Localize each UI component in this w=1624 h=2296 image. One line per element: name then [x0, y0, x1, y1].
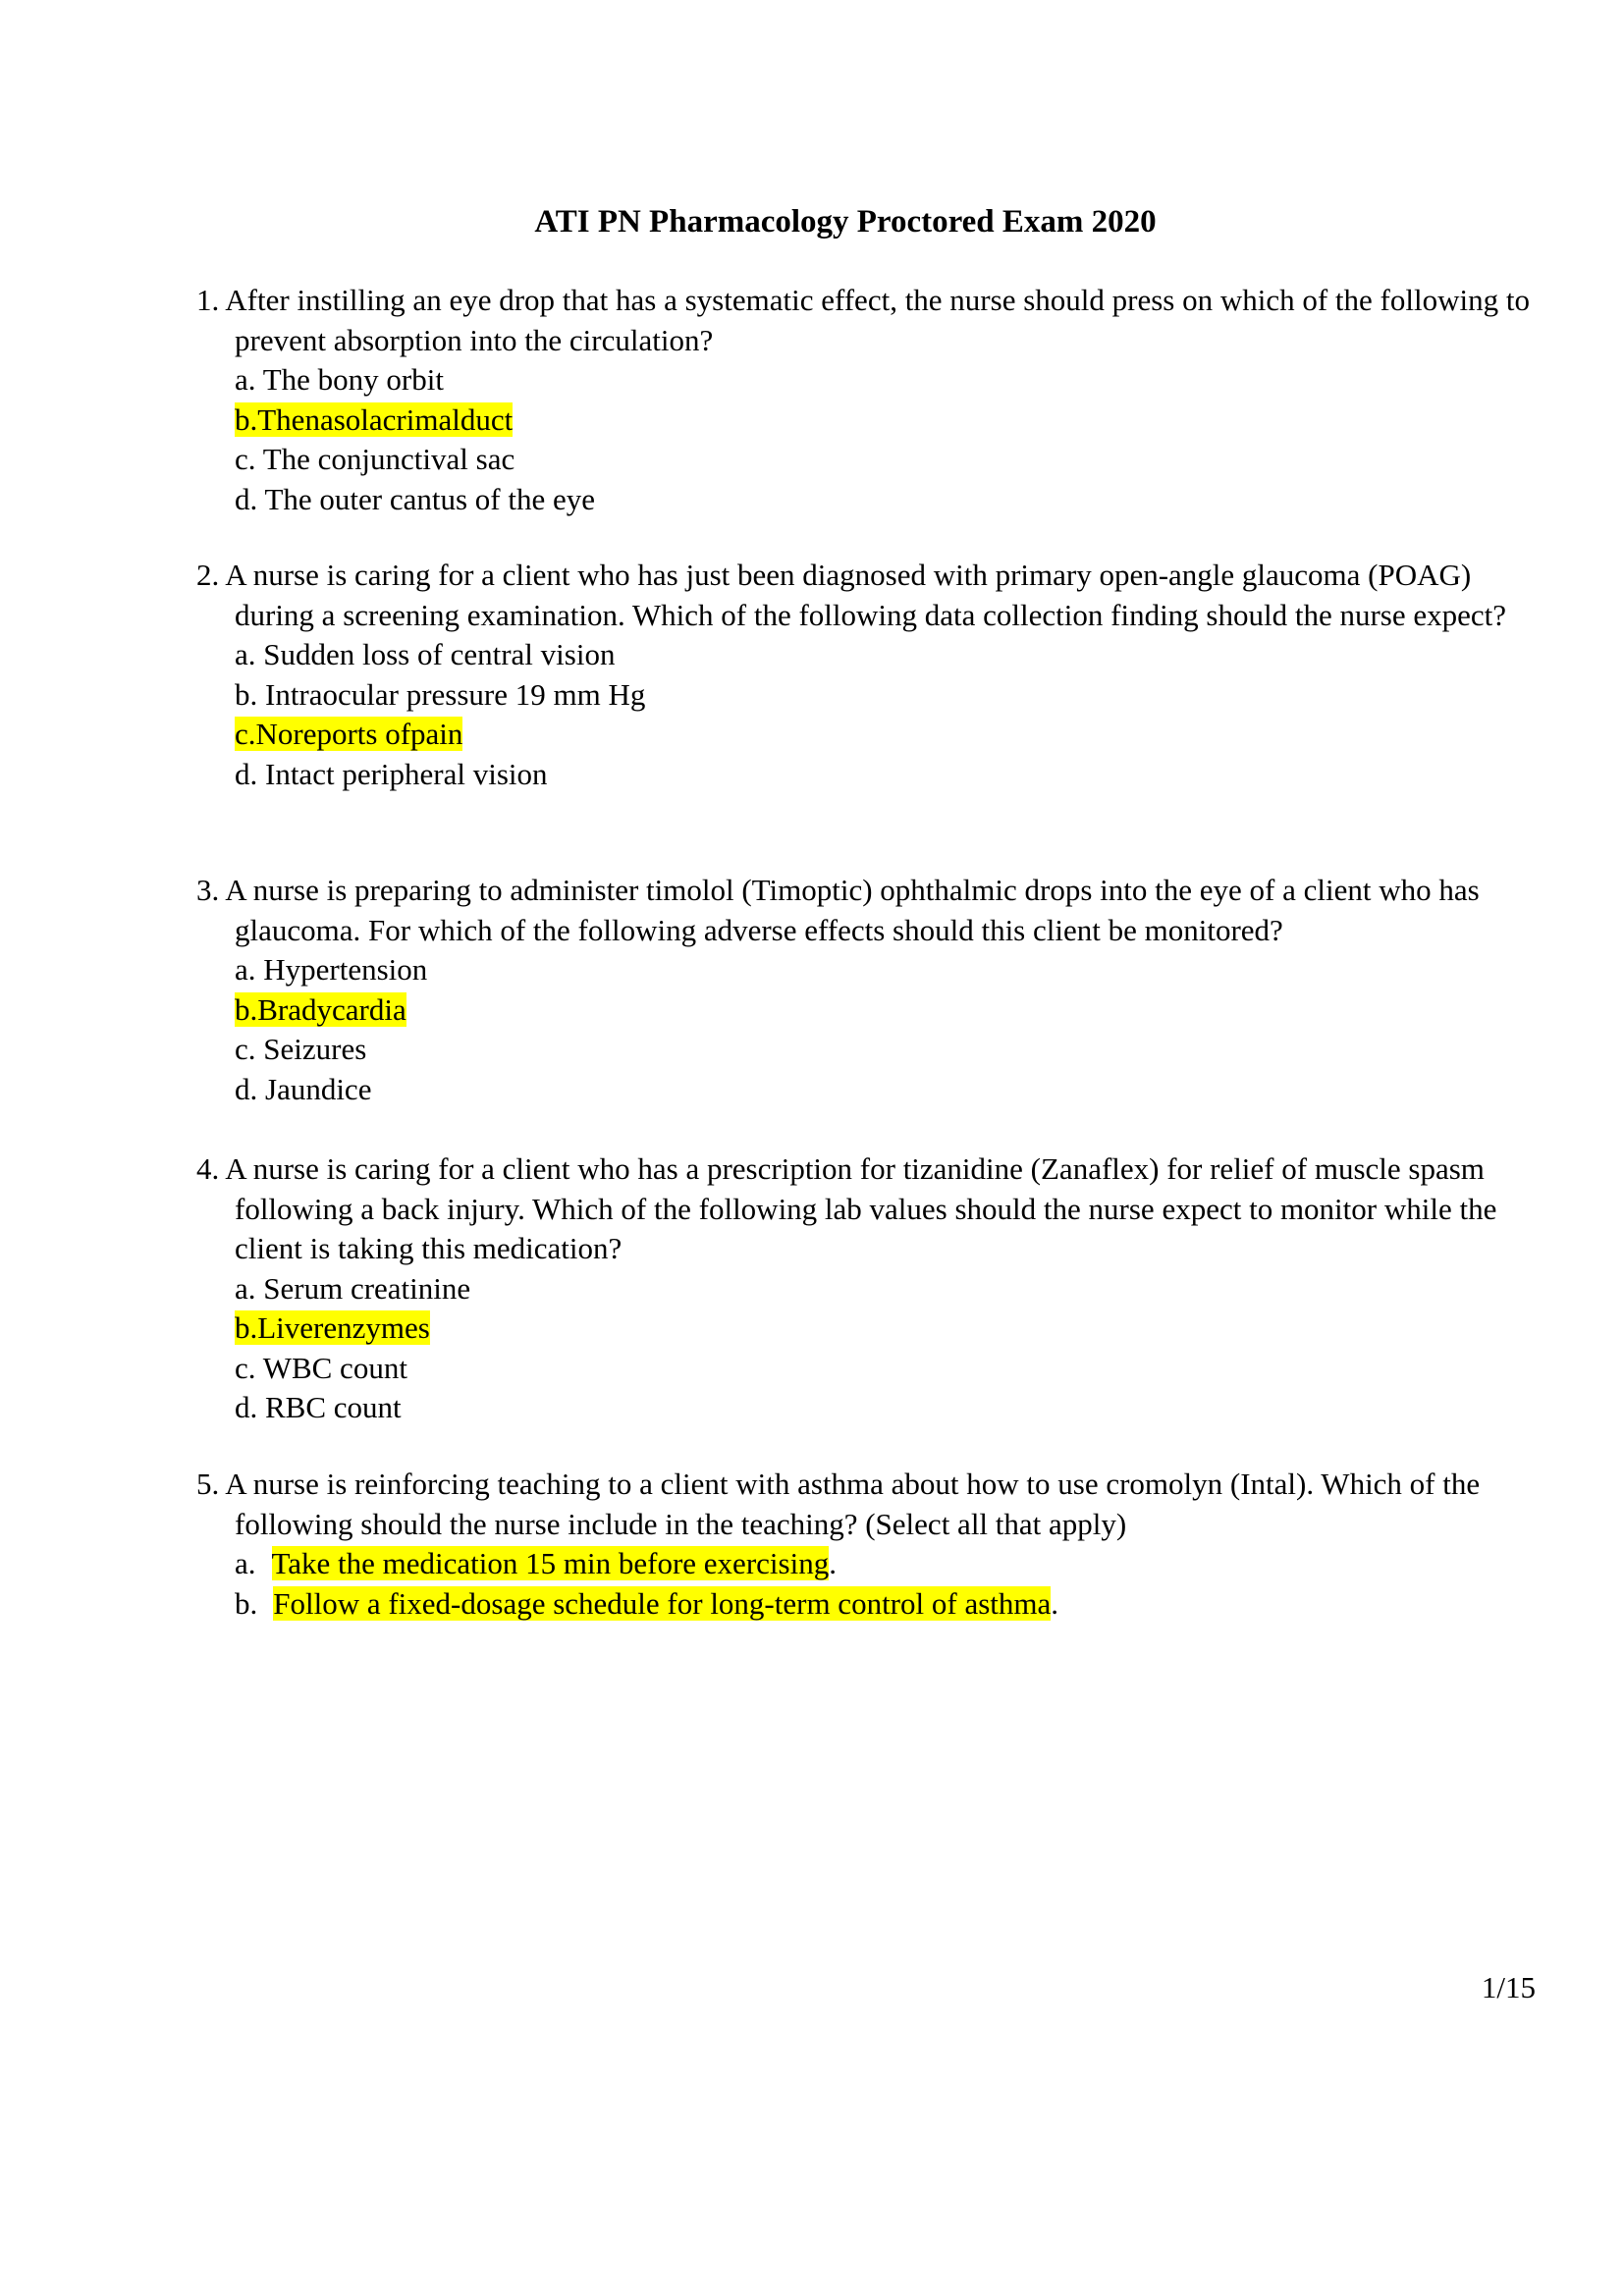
- question-5-option-a-answer: [196, 1544, 1551, 1584]
- question-4-option-b-answer: [196, 1308, 1551, 1349]
- question-1-option-a: a. The bony orbit: [235, 362, 444, 397]
- question-4-stem: 4. A nurse is caring for a client who has a prescription for tizanidine (Zanaflex) for relief of muscle spasm following a back injury. Which of the following lab values should the nurse expect to monitor while the client is taking this medication?: [196, 1151, 1497, 1265]
- question-4-option-c: c. WBC count: [235, 1350, 407, 1385]
- question-4-option-d: d. RBC count: [235, 1390, 402, 1424]
- question-4-option-a: a. Serum creatinine: [235, 1270, 471, 1306]
- question-2-stem: 2. A nurse is caring for a client who has just been diagnosed with primary open-angle glaucoma (POAG) during a screening examination. Which of the following data collection finding should the nurse expect?: [196, 558, 1507, 632]
- question-1: [196, 281, 1551, 519]
- question-3-stem: 3. A nurse is preparing to administer timolol (Timoptic) ophthalmic drops into the eye of a client who has glaucoma. For which of the following adverse effects should this client be monitored?: [196, 873, 1480, 947]
- option-letter: a.: [235, 1546, 256, 1580]
- question-3-option-c: c. Seizures: [235, 1032, 367, 1066]
- question-2-option-a: a. Sudden loss of central vision: [235, 637, 616, 671]
- answer-highlight: Follow a fixed-dosage schedule for long-term control of asthma: [273, 1585, 1052, 1621]
- question-4: [196, 1149, 1551, 1428]
- answer-highlight: c.Noreports ofpain: [235, 717, 463, 751]
- answer-highlight: b.Liverenzymes: [235, 1310, 430, 1345]
- question-2-option-d: d. Intact peripheral vision: [235, 756, 548, 791]
- answer-highlight: b.Bradycardia: [235, 991, 406, 1027]
- question-2: [196, 556, 1551, 794]
- question-1-option-b-answer: [196, 400, 1551, 441]
- page-number: 1/15: [1481, 1970, 1536, 2004]
- question-5-stem: 5. A nurse is reinforcing teaching to a client with asthma about how to use cromolyn (Intal). Which of the following should the nurse include in the teaching? (Select all that apply): [196, 1467, 1481, 1541]
- question-3-option-b-answer: [196, 990, 1551, 1031]
- option-period: .: [1051, 1585, 1058, 1621]
- question-2-option-b: b. Intraocular pressure 19 mm Hg: [235, 676, 646, 712]
- answer-highlight: b.Thenasolacrimalduct: [235, 401, 514, 437]
- question-2-option-c-answer: [196, 715, 1551, 755]
- option-letter: b.: [235, 1585, 258, 1621]
- question-5: [196, 1465, 1551, 1624]
- question-1-stem: 1. After instilling an eye drop that has a systematic effect, the nurse should press on which of the following to prevent absorption into the circulation?: [196, 283, 1530, 357]
- answer-highlight: Take the medication 15 min before exercising: [271, 1546, 830, 1580]
- option-period: .: [829, 1546, 837, 1580]
- question-1-option-d: d. The outer cantus of the eye: [235, 481, 595, 516]
- document-title: ATI PN Pharmacology Proctored Exam 2020: [534, 204, 1157, 240]
- question-3: [196, 871, 1551, 1109]
- question-5-option-b-answer: [196, 1584, 1551, 1625]
- question-3-option-d: d. Jaundice: [235, 1071, 372, 1106]
- question-1-option-c: c. The conjunctival sac: [235, 442, 515, 476]
- question-3-option-a: a. Hypertension: [235, 952, 428, 987]
